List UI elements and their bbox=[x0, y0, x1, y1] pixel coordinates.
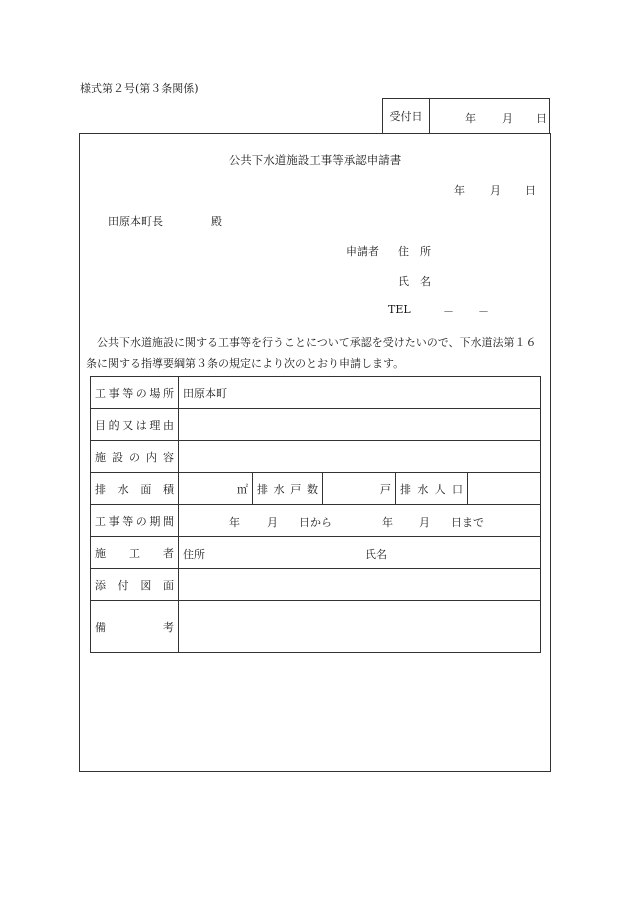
applicant-address-label: 住 所 bbox=[398, 245, 431, 258]
period-from-year: 年 bbox=[229, 516, 240, 529]
application-details-table bbox=[90, 376, 541, 653]
purpose-field[interactable] bbox=[179, 409, 541, 441]
period-from-day: 日から bbox=[299, 516, 332, 529]
contractor-label: 施工者 bbox=[91, 537, 179, 569]
content-label: 施設の内容 bbox=[91, 441, 179, 473]
attachment-label: 添付図面 bbox=[91, 569, 179, 601]
remarks-label: 備考 bbox=[91, 601, 179, 653]
table-row bbox=[91, 537, 541, 569]
table-row bbox=[91, 441, 541, 473]
households-label: 排水戸数 bbox=[253, 473, 323, 505]
content-field[interactable] bbox=[179, 441, 541, 473]
period-to-month: 月 bbox=[419, 516, 430, 529]
location-label: 工事等の場所 bbox=[91, 377, 179, 409]
period-to-day: 日まで bbox=[451, 516, 484, 529]
table-row bbox=[91, 569, 541, 601]
drain-area-field[interactable] bbox=[179, 473, 253, 505]
contractor-name-label: 氏名 bbox=[365, 548, 387, 561]
tel-dash: － bbox=[478, 305, 489, 318]
drain-area-unit: ㎡ bbox=[237, 482, 248, 496]
contractor-field[interactable] bbox=[179, 537, 541, 569]
applicant-tel-label: TEL bbox=[388, 303, 411, 316]
table-row bbox=[91, 377, 541, 409]
table-row bbox=[91, 409, 541, 441]
period-to-year: 年 bbox=[382, 516, 393, 529]
remarks-field[interactable] bbox=[179, 601, 541, 653]
date-year[interactable]: 年 bbox=[454, 184, 465, 197]
purpose-label: 目的又は理由 bbox=[91, 409, 179, 441]
document-title: 公共下水道施設工事等承認申請書 bbox=[228, 153, 402, 167]
contractor-address-label: 住所 bbox=[183, 548, 205, 561]
population-field[interactable] bbox=[468, 473, 541, 505]
population-label: 排水人口 bbox=[396, 473, 468, 505]
form-number: 様式第２号(第３条関係) bbox=[80, 82, 199, 95]
period-from-month: 月 bbox=[267, 516, 278, 529]
addressee: 田原本町長 bbox=[108, 215, 163, 228]
date-month[interactable]: 月 bbox=[490, 184, 501, 197]
table-row bbox=[91, 601, 541, 653]
table-row bbox=[91, 473, 541, 505]
receipt-date-box bbox=[382, 98, 550, 133]
receipt-month: 月 bbox=[502, 112, 513, 125]
table-row bbox=[91, 505, 541, 537]
date-day[interactable]: 日 bbox=[525, 184, 536, 197]
households-field[interactable] bbox=[323, 473, 396, 505]
households-unit: 戸 bbox=[380, 482, 391, 496]
period-label: 工事等の期間 bbox=[91, 505, 179, 537]
receipt-label: 受付日 bbox=[383, 99, 430, 133]
applicant-label: 申請者 bbox=[346, 245, 379, 258]
attachment-field[interactable] bbox=[179, 569, 541, 601]
receipt-day: 日 bbox=[536, 112, 547, 125]
tel-dash: － bbox=[443, 305, 454, 318]
honorific: 殿 bbox=[211, 215, 222, 228]
receipt-date-field[interactable] bbox=[429, 99, 549, 133]
receipt-year: 年 bbox=[465, 112, 476, 125]
location-field[interactable]: 田原本町 bbox=[179, 377, 541, 409]
applicant-name-label: 氏 名 bbox=[398, 275, 431, 288]
drain-area-label: 排水面積 bbox=[91, 473, 179, 505]
period-field[interactable] bbox=[179, 505, 541, 537]
application-statement: 公共下水道施設に関する工事等を行うことについて承認を受けたいので、下水道法第１６条に関する指導要綱第３条の規定により次のとおり申請します。 bbox=[86, 336, 537, 370]
